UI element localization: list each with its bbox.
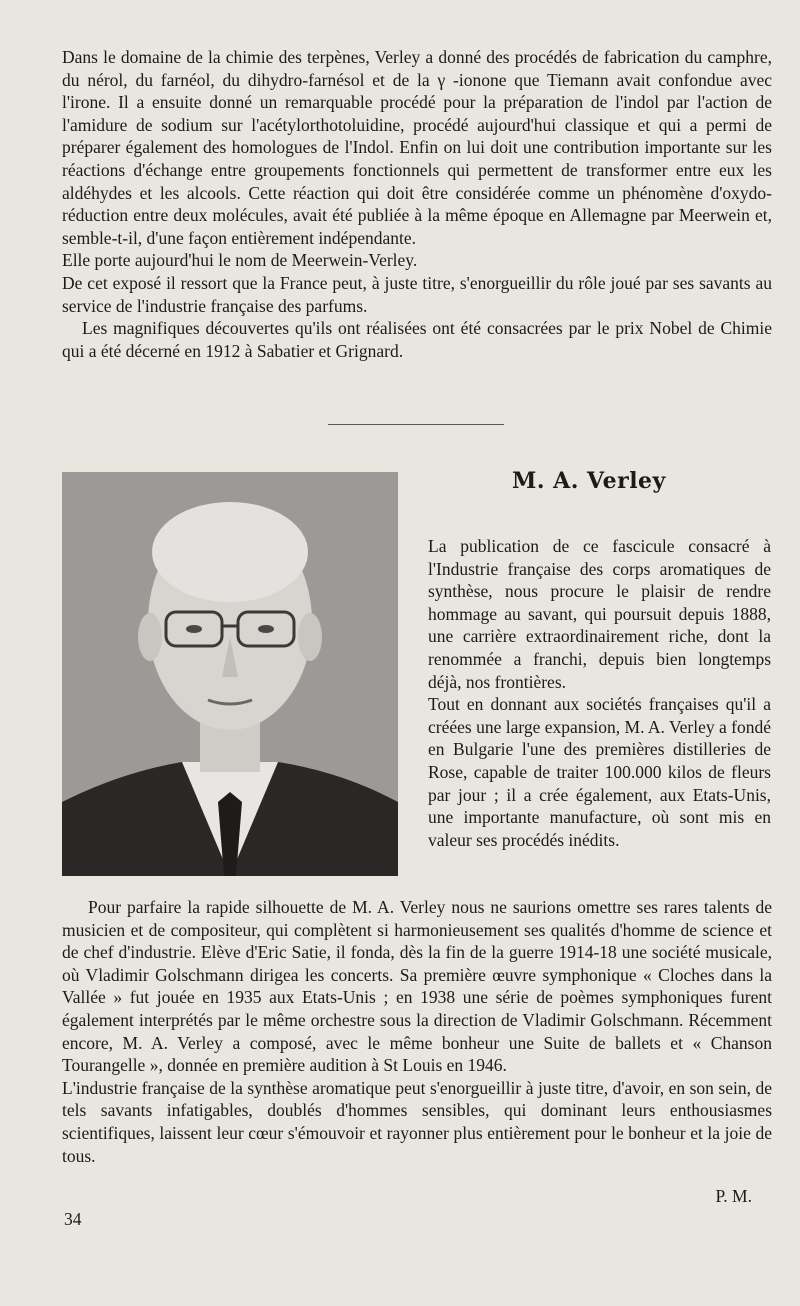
- intro-paragraph-meerwein: Elle porte aujourd'hui le nom de Meerwein-Verley.: [62, 250, 418, 271]
- signature: P. M.: [715, 1186, 752, 1206]
- portrait-illustration: [62, 472, 398, 876]
- article-paragraph-music: Pour parfaire la rapide silhouette de M. A. Verley nous ne saurions omettre ses rares talents de musicien et de compositeur, qui complètent si harmonieusement ses qualités d'homme de science et de chef d'industrie. Elève d'Eric Satie, il fonda, dès la fin de la guerre 1914-18 une société musicale, où Vladimir Golschmann dirigea les concerts. Sa première œuvre symphonique « Cloches dans la Vallée » fut jouée en 1935 aux Etats-Unis ; en 1938 une série de poèmes symphoniques furent également interprétés par le même orchestre sous la direction de Vladimir Golschmann. Récemment encore, M. A. Verley a composé, avec le même bonheur une Suite de ballets et « Chanson Tourangelle », donnée en première audition à St Louis en 1946.: [62, 897, 772, 1076]
- intro-section: [62, 46, 772, 362]
- article-paragraph-conclusion: L'industrie française de la synthèse aromatique peut s'enorgueillir à juste titre, d'avoir, en son sein, de tels savants infatigables, doublés d'hommes sensibles, qui dominant leurs enthousiasmes scientifiques, laissent leur cœur s'émouvoir et rayonner plus entièrement pour le bonheur et la joie de tous.: [62, 1077, 772, 1166]
- portrait-photo: [62, 472, 398, 876]
- article-continuation: [62, 896, 772, 1167]
- section-divider: [328, 424, 504, 425]
- article-paragraph-expansion: Tout en donnant aux sociétés françaises qu'il a créées une large expansion, M. A. Verley a fondé en Bulgarie l'une des premières distilleries de Rose, capable de traiter 100.000 kilos de fleurs par jour ; il a crée également, aux Etats-Unis, une importante manufacture, où sont mis en valeur ses procédés inédits.: [428, 694, 771, 850]
- article-title: M. A. Verley: [512, 468, 666, 494]
- intro-paragraph-terpenes: Dans le domaine de la chimie des terpènes, Verley a donné des procédés de fabrication du camphre, du nérol, du farnéol, du dihydro-farnésol et de la γ -ionone que Tiemann avait confondue avec l'irone. Il a ensuite donné un remarquable procédé pour la préparation de l'indol par l'action de l'amidure de sodium sur l'acétylorthotoluidine, procédé aujourd'hui classique et qui a permi de préparer également des homologues de l'Indol. Enfin on lui doit une contribution importante sur les réactions d'échange entre groupements fonctionnels qui permettent de transformer entre eux les aldéhydes et les alcools. Cette réaction qui doit être considérée comme un phénomène d'oxydo-réduction entre deux molécules, avait été publiée à la même époque en Allemagne par Meerwein et, semble-t-il, d'une façon entièrement indépendante.: [62, 47, 772, 248]
- intro-paragraph-nobel: Les magnifiques découvertes qu'ils ont réalisées ont été consacrées par le prix Nobel de Chimie qui a été décerné en 1912 à Sabatier et Grignard.: [62, 318, 772, 361]
- page-number: 34: [64, 1209, 82, 1229]
- article-column: [428, 535, 771, 851]
- article-paragraph-hommage: La publication de ce fascicule consacré à l'Industrie française des corps aromatiques de synthèse, nous procure le plaisir de rendre hommage au savant, qui poursuit depuis 1888, une carrière extraordinairement riche, dont la renommée a franchi, depuis bien longtemps déjà, nos frontières.: [428, 536, 771, 692]
- intro-paragraph-france: De cet exposé il ressort que la France peut, à juste titre, s'enorgueillir du rôle joué par ses savants au service de l'industrie française des parfums.: [62, 272, 772, 316]
